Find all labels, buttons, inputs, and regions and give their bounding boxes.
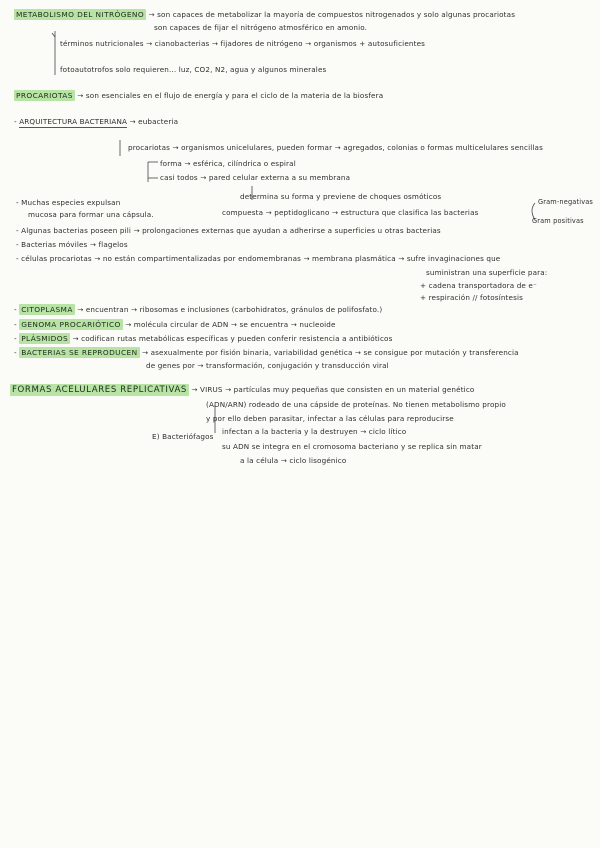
citoplasma-text: → encuentran → ribosomas e inclusiones (carbohidratos, gránulos de polifosfato.) [77,305,383,314]
heading-metabolismo: METABOLISMO DEL NITRÓGENO [16,10,145,19]
gram-positivas: Gram positivas [532,217,584,225]
arquitectura-line-5: determina su forma y previene de choques osmóticos [240,192,442,201]
metabolismo-line-4: fotoautotrofos solo requieren... luz, CO2, N2, agua y algunos minerales [60,65,327,74]
metabolismo-line-3: términos nutricionales → cianobacterias → fijadores de nitrógeno → organismos + autosuficientes [60,39,426,48]
gram-negativas: Gram-negativas [538,198,594,206]
reproducen-line-2: de genes por → transformación, conjugación y transducción viral [146,361,389,370]
heading-procariotas: PROCARIOTAS [16,91,73,100]
acelulares-line-2: (ADN/ARN) rodeado de una cápside de proteínas. No tienen metabolismo propio [206,400,506,409]
metabolismo-line-1: → son capaces de metabolizar la mayoría de compuestos nitrogenados y solo algunas procariotas [148,10,516,19]
acelulares-line-4: infectan a la bacteria y la destruyen → ciclo lítico [222,427,407,436]
arquitectura-line-11: + cadena transportadora de e⁻ [420,281,537,290]
acelulares-line-3: y por ello deben parasitar, infectar a las células para reproducirse [206,414,454,423]
arquitectura-line-12: + respiración // fotosíntesis [420,293,524,302]
arquitectura-line-2: procariotas → organismos unicelulares, pueden formar → agregados, colonias o formas multicelulares sencillas [128,143,543,152]
arquitectura-line-7: - Algunas bacterias poseen pili → prolongaciones externas que ayudan a adherirse a superficies u otras bacterias [16,226,441,235]
capsula-line-2: mucosa para formar una cápsula. [28,210,154,219]
arquitectura-line-4: casi todos → pared celular externa a su membrana [160,173,351,182]
heading-arquitectura: ARQUITECTURA BACTERIANA [19,117,128,126]
arquitectura-line-10: suministran una superficie para: [426,268,548,277]
heading-genoma: GENOMA PROCARIÓTICO [21,320,121,329]
bacteriofagos-label: E) Bacteriófagos [152,432,214,441]
heading-plasmidos: PLÁSMIDOS [21,334,69,343]
acelulares-line-6: a la célula → ciclo lisogénico [240,456,347,465]
genoma-text: → molécula circular de ADN → se encuentra → nucleoide [125,320,336,329]
notes-page: METABOLISMO DEL NITRÓGENO → son capaces de metabolizar la mayoría de compuestos nitrogenados y solo algunas procariotas son capaces de fijar el nitrógeno atmosférico en amonio. términos nutricionales → cianobacterias → fijadores de nitrógeno → organismos + autosuficientes fotoautotrofos solo requieren... luz, CO2, N2, agua y algunos minerales PROCARIOTAS → son esenciales en el flujo de energía y para el ciclo de la materia de la biosfera - ARQUITECTURA BACTERIANA → eubacteria procariotas → organismos unicelulares, pueden formar → agregados, colonias o formas multicelulares sencillas forma → esférica, cilíndrica o espiral casi todos → pared celular externa a su membrana determina su forma y previene de choques osmóticos compuesta → peptidoglicano → estructura que clasifica las bacterias Gram-negativas Gram positivas - Muchas especies expulsan mucosa para formar una cápsula. - Algunas bacterias poseen pili → prolongaciones externas que ayudan a adherirse a superficies u otras bacterias - Bacterias móviles → flagelos - células procariotas → no están compartimentalizadas por endomembranas → membrana plasmática → sufre invaginaciones que suministran una superficie para: + cadena transportadora de e⁻ + respiración // fotosíntesis - CITOPLASMA → encuentran → ribosomas e inclusiones (carbohidratos, gránulos de polifosfato.) - GENOMA PROCARIÓTICO → molécula circular de ADN → se encuentra → nucleoide - PLÁSMIDOS → codifican rutas metabólicas específicas y pueden conferir resistencia a antibióticos - BACTERIAS SE REPRODUCEN → asexualmente por fisión binaria, variabilidad genética → se consigue por mutación y transferencia de genes por → transformación, conjugación y transducción viral FORMAS ACELULARES REPLICATIVAS → VIRUS → partículas muy pequeñas que consisten en un material genético (ADN/ARN) rodeado de una cápside de proteínas. No tienen metabolismo propio y por ello deben parasitar, infectar a las células para reproducirse E) Bacteriófagos infectan a la bacteria y la destruyen → ciclo lítico su ADN se integra en el cromosoma bacteriano y se replica sin matar a la célula → ciclo lisogénico [0,0,600,848]
acelulares-line-1: → VIRUS → partículas muy pequeñas que consisten en un material genético [191,385,475,394]
heading-citoplasma: CITOPLASMA [21,305,73,314]
reproducen-line-1: → asexualmente por fisión binaria, variabilidad genética → se consigue por mutación y transferencia [141,348,519,357]
arquitectura-line-3: forma → esférica, cilíndrica o espiral [160,159,296,168]
capsula-line-1: - Muchas especies expulsan [16,198,121,207]
plasmidos-text: → codifican rutas metabólicas específicas y pueden conferir resistencia a antibióticos [72,334,393,343]
acelulares-line-5: su ADN se integra en el cromosoma bacteriano y se replica sin matar [222,442,482,451]
metabolismo-line-2: son capaces de fijar el nitrógeno atmosférico en amonio. [154,23,368,32]
arquitectura-line-8: - Bacterias móviles → flagelos [16,240,128,249]
arquitectura-line-1: → eubacteria [129,117,179,126]
heading-reproducen: BACTERIAS SE REPRODUCEN [21,348,138,357]
procariotas-line-1: → son esenciales en el flujo de energía y para el ciclo de la materia de la biosfera [77,91,384,100]
arquitectura-line-6: compuesta → peptidoglicano → estructura que clasifica las bacterias [222,208,479,217]
arquitectura-line-9: - células procariotas → no están compartimentalizadas por endomembranas → membrana plasmática → sufre invaginaciones que [16,254,501,263]
heading-acelulares: FORMAS ACELULARES REPLICATIVAS [12,385,187,395]
